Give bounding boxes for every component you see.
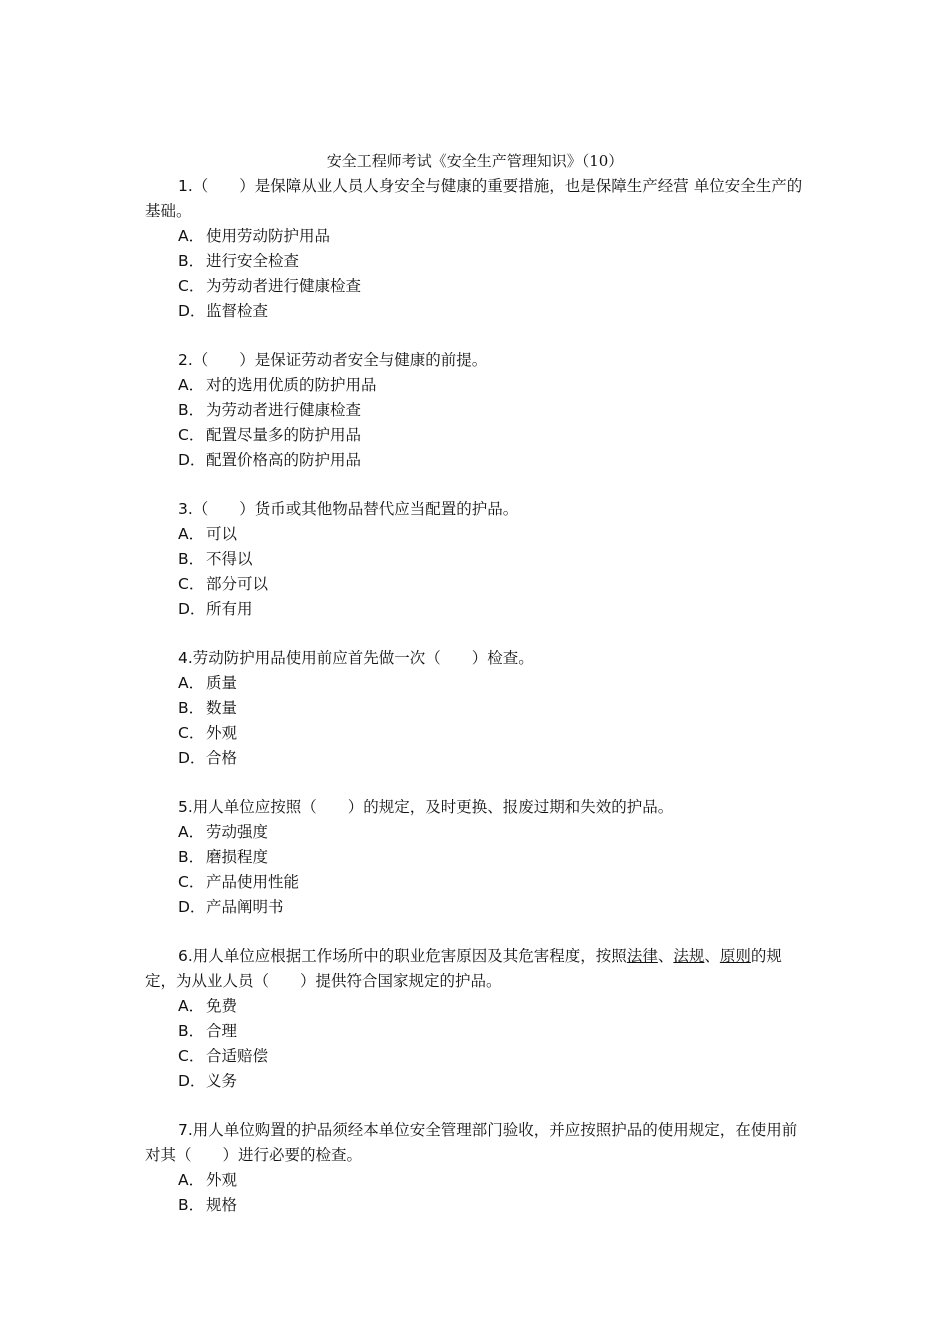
- question-number: 7.: [178, 1121, 193, 1139]
- option-letter: D．: [178, 898, 206, 916]
- question-6: [145, 944, 810, 1094]
- option-text: 对的选用优质的防护用品: [206, 376, 377, 394]
- option-text: 合格: [206, 749, 238, 767]
- option-d: [145, 1069, 810, 1094]
- option-b: [145, 696, 810, 721]
- document-title: 安全工程师考试《安全生产管理知识》（10）: [326, 152, 624, 170]
- option-b: [145, 249, 810, 274]
- question-stem: [145, 646, 810, 671]
- option-letter: C．: [178, 873, 205, 891]
- question-text: 劳动防护用品使用前应首先做一次（ ）检查。: [192, 649, 534, 667]
- option-letter: A．: [178, 823, 205, 841]
- option-d: [145, 299, 810, 324]
- option-a: [145, 522, 810, 547]
- option-letter: C．: [178, 724, 205, 742]
- question-stem: [145, 174, 810, 224]
- option-text: 配置尽量多的防护用品: [206, 426, 362, 444]
- question-stem: [145, 497, 810, 522]
- option-text: 质量: [206, 674, 238, 692]
- option-text: 产品阐明书: [206, 898, 284, 916]
- option-text: 义务: [206, 1072, 238, 1090]
- question-2: [145, 348, 810, 473]
- option-letter: D．: [178, 302, 206, 320]
- question-number: 4.: [178, 649, 193, 667]
- separator: 、: [704, 947, 720, 965]
- question-3: [145, 497, 810, 622]
- option-letter: B．: [178, 550, 205, 568]
- question-stem: [145, 1118, 810, 1168]
- option-b: [145, 398, 810, 423]
- question-stem: [145, 348, 810, 373]
- question-1: [145, 174, 810, 324]
- question-text-continued: 的规定，为从业人员（ ）提供符合国家规定的护品。: [145, 947, 782, 990]
- option-text: 为劳动者进行健康检查: [206, 401, 362, 419]
- option-b: [145, 547, 810, 572]
- option-text: 可以: [206, 525, 238, 543]
- option-d: [145, 746, 810, 771]
- question-text: （ ）是保证劳动者安全与健康的前提。: [192, 351, 488, 369]
- option-d: [145, 448, 810, 473]
- option-a: [145, 224, 810, 249]
- option-b: [145, 845, 810, 870]
- option-letter: B．: [178, 252, 205, 270]
- option-text: 外观: [206, 1171, 238, 1189]
- option-text: 不得以: [206, 550, 253, 568]
- option-letter: B．: [178, 848, 205, 866]
- option-letter: D．: [178, 1072, 206, 1090]
- question-text: 用人单位应按照（ ）的规定，及时更换、报废过期和失效的护品。: [192, 798, 674, 816]
- option-a: [145, 373, 810, 398]
- option-c: [145, 870, 810, 895]
- question-number: 5.: [178, 798, 193, 816]
- option-text: 规格: [206, 1196, 238, 1214]
- option-a: [145, 1168, 810, 1193]
- option-text: 部分可以: [206, 575, 269, 593]
- option-a: [145, 671, 810, 696]
- question-text: （ ）货币或其他物品替代应当配置的护品。: [192, 500, 519, 518]
- question-stem: [145, 795, 810, 820]
- option-text: 磨损程度: [206, 848, 269, 866]
- option-letter: D．: [178, 600, 206, 618]
- option-text: 免费: [206, 997, 238, 1015]
- question-text: （ ）是保障从业人员人身安全与健康的重要措施，也是保障生产经营 单位安全生产的基础。: [145, 177, 803, 220]
- question-number: 2.: [178, 351, 193, 369]
- option-letter: C．: [178, 277, 205, 295]
- question-7: [145, 1118, 810, 1218]
- option-letter: A．: [178, 227, 205, 245]
- question-number: 3.: [178, 500, 193, 518]
- option-text: 外观: [206, 724, 238, 742]
- question-number: 1.: [178, 177, 193, 195]
- option-text: 劳动强度: [206, 823, 269, 841]
- option-letter: C．: [178, 1047, 205, 1065]
- question-4: [145, 646, 810, 771]
- option-letter: D．: [178, 451, 206, 469]
- option-letter: B．: [178, 401, 205, 419]
- option-c: [145, 274, 810, 299]
- option-c: [145, 423, 810, 448]
- question-text: 用人单位应根据工作场所中的职业危害原因及其危害程度，按照: [192, 947, 627, 965]
- option-letter: C．: [178, 426, 205, 444]
- option-c: [145, 721, 810, 746]
- option-letter: B．: [178, 699, 205, 717]
- question-number: 6.: [178, 947, 193, 965]
- option-c: [145, 572, 810, 597]
- question-text: 用人单位购置的护品须经本单位安全管理部门验收，并应按照护品的使用规定，在使用前对其（ ）进行必要的检查。: [145, 1121, 798, 1164]
- option-text: 数量: [206, 699, 238, 717]
- option-text: 合理: [206, 1022, 238, 1040]
- option-text: 监督检查: [206, 302, 269, 320]
- option-text: 使用劳动防护用品: [206, 227, 331, 245]
- option-text: 配置价格高的防护用品: [206, 451, 362, 469]
- question-list: [145, 174, 810, 1242]
- law-link[interactable]: 法律: [626, 947, 658, 965]
- option-letter: A．: [178, 997, 205, 1015]
- option-letter: D．: [178, 749, 206, 767]
- question-5: [145, 795, 810, 920]
- option-letter: B．: [178, 1022, 205, 1040]
- principle-link[interactable]: 原则: [719, 947, 751, 965]
- option-letter: A．: [178, 1171, 205, 1189]
- option-a: [145, 820, 810, 845]
- option-letter: B．: [178, 1196, 205, 1214]
- option-letter: A．: [178, 376, 205, 394]
- option-text: 产品使用性能: [206, 873, 300, 891]
- option-text: 进行安全检查: [206, 252, 300, 270]
- option-letter: C．: [178, 575, 205, 593]
- option-text: 为劳动者进行健康检查: [206, 277, 362, 295]
- question-stem: [145, 944, 810, 994]
- option-b: [145, 1019, 810, 1044]
- option-letter: A．: [178, 674, 205, 692]
- option-text: 所有用: [206, 600, 253, 618]
- option-d: [145, 597, 810, 622]
- option-a: [145, 994, 810, 1019]
- option-d: [145, 895, 810, 920]
- option-letter: A．: [178, 525, 205, 543]
- option-text: 合适赔偿: [206, 1047, 269, 1065]
- regulation-link[interactable]: 法规: [673, 947, 705, 965]
- option-c: [145, 1044, 810, 1069]
- option-b: [145, 1193, 810, 1218]
- separator: 、: [657, 947, 674, 965]
